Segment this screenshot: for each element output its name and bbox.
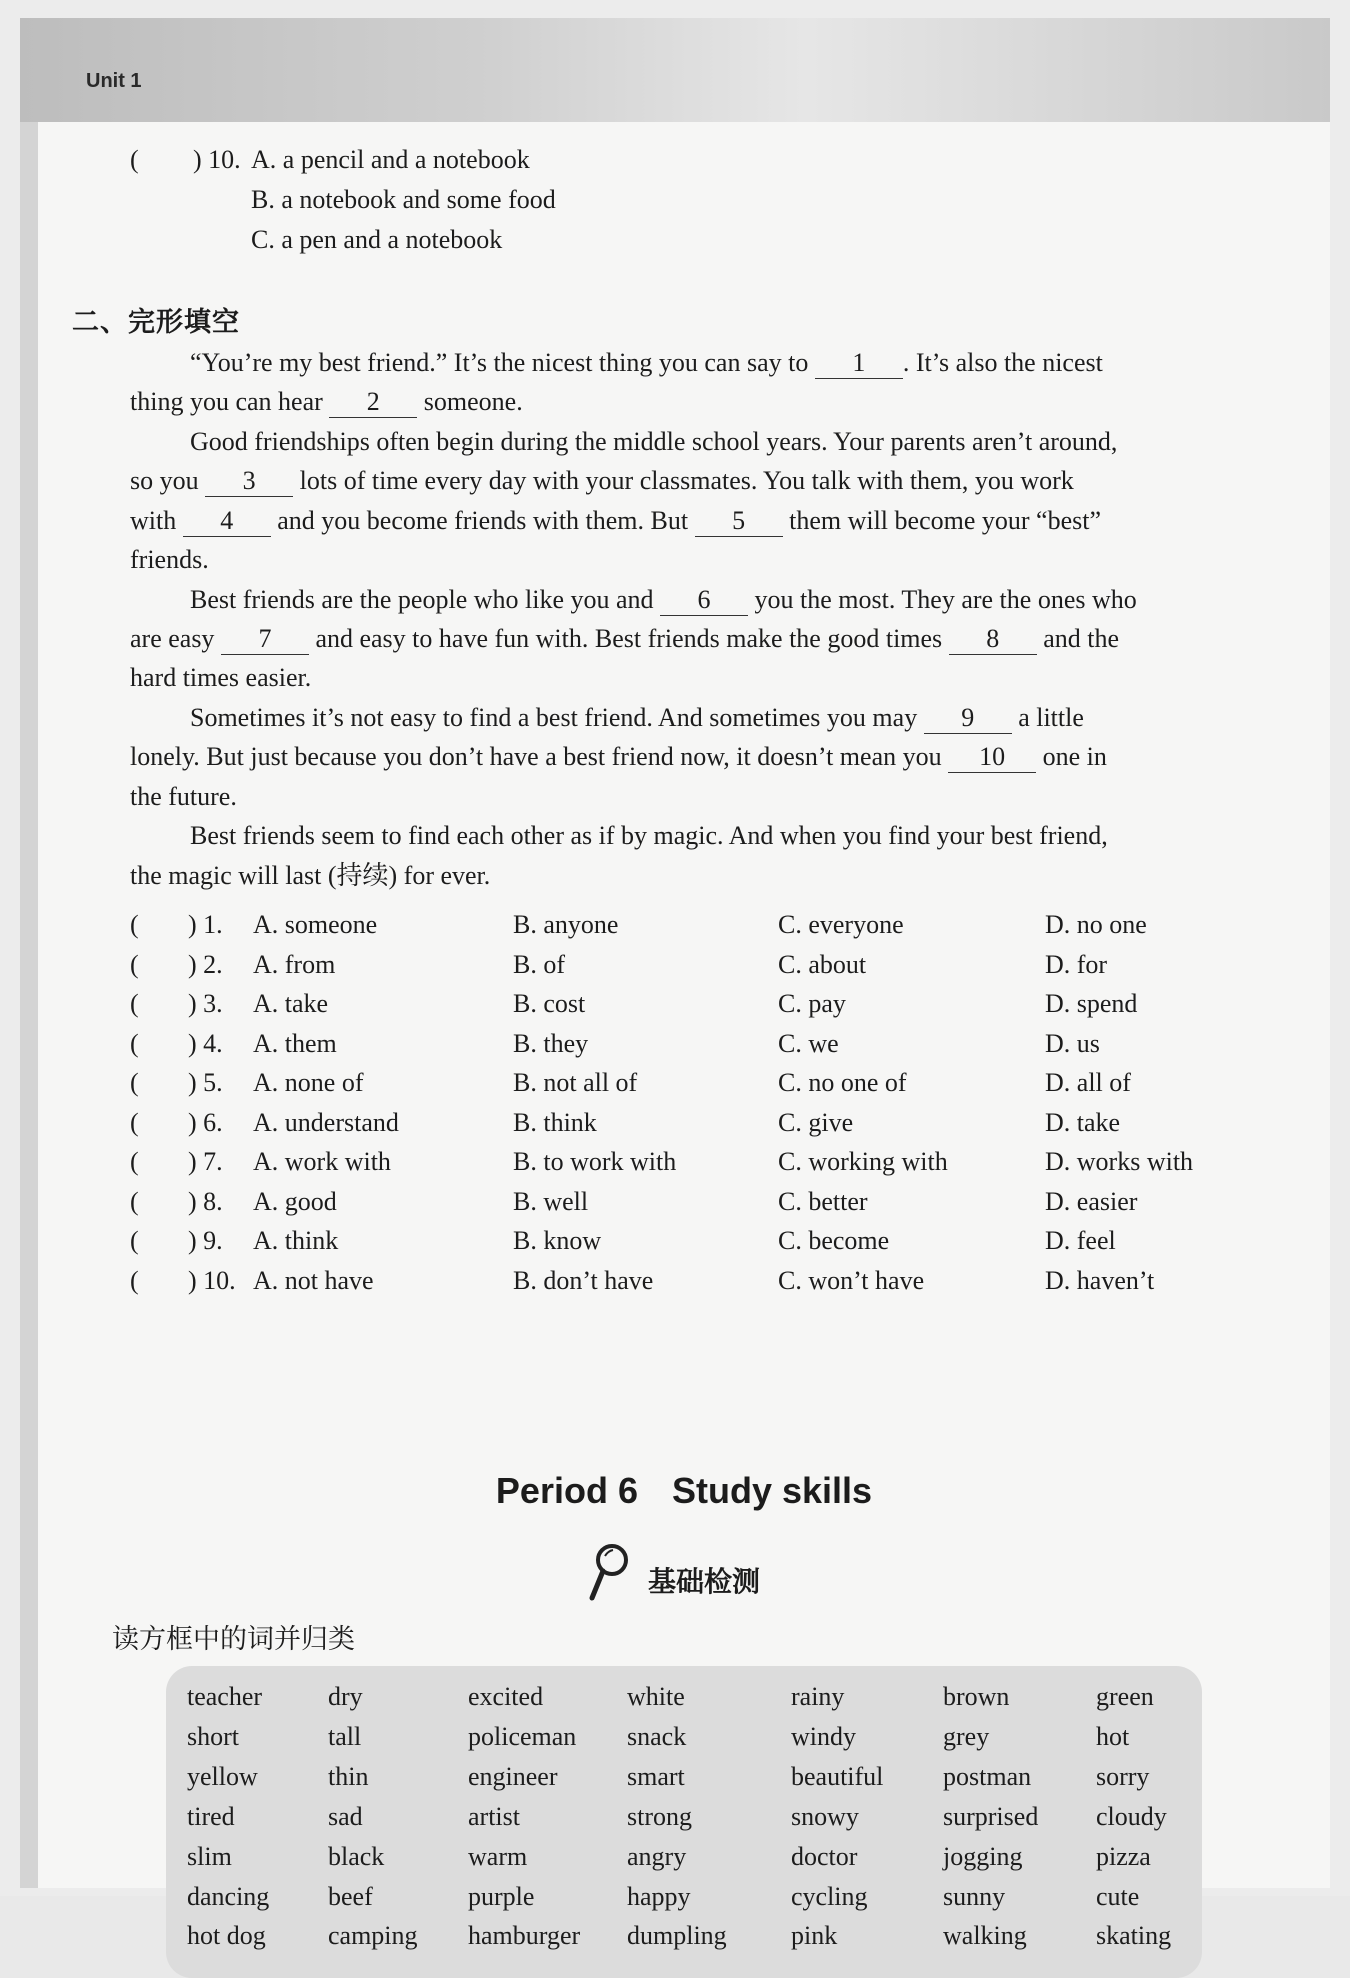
word-item: sunny xyxy=(943,1882,1006,1911)
option-c: C. give xyxy=(778,1107,854,1137)
word-item: excited xyxy=(468,1682,544,1711)
passage-text: so you xyxy=(130,466,199,495)
word-item: teacher xyxy=(187,1682,263,1711)
passage-line xyxy=(130,468,1074,497)
passage-line xyxy=(190,350,1103,379)
option-b: B. well xyxy=(513,1186,589,1216)
option-d: D. for xyxy=(1045,949,1108,979)
passage-text: them will become your “best” xyxy=(789,506,1101,535)
word-item: smart xyxy=(627,1762,685,1791)
word-item: dancing xyxy=(187,1882,270,1911)
option-d: D. easier xyxy=(1045,1186,1138,1216)
option-c: C. working with xyxy=(778,1147,948,1176)
option-b: B. they xyxy=(513,1028,589,1058)
answer-paren[interactable]: ( xyxy=(130,1265,139,1295)
option-c: C. about xyxy=(778,949,867,979)
question-row xyxy=(38,910,1147,948)
word-box xyxy=(166,1666,1202,1978)
word-item: walking xyxy=(943,1921,1027,1950)
word-item: jogging xyxy=(943,1842,1023,1871)
section-title-cloze: 二、完形填空 xyxy=(72,307,240,338)
option-a: A. good xyxy=(253,1186,337,1216)
question-number: ) 7. xyxy=(188,1147,223,1176)
option-d: D. haven’t xyxy=(1045,1265,1155,1295)
unit-label: Unit 1 xyxy=(86,70,142,92)
question-number: ) 3. xyxy=(188,989,223,1018)
word-item: beef xyxy=(328,1882,373,1911)
answer-paren[interactable]: ( xyxy=(130,1186,139,1216)
basic-check-label: 基础检测 xyxy=(648,1565,761,1598)
word-item: hot dog xyxy=(187,1921,266,1950)
passage-text: and you become friends with them. But xyxy=(277,506,689,535)
option-a: A. none of xyxy=(253,1068,364,1097)
passage-line xyxy=(190,587,1137,616)
word-item: tired xyxy=(187,1802,235,1831)
passage-text: are easy xyxy=(130,624,215,653)
word-item: hamburger xyxy=(468,1921,581,1950)
word-item: black xyxy=(328,1842,385,1871)
option-b: B. anyone xyxy=(513,910,619,939)
header-band xyxy=(20,18,1330,128)
word-item: snowy xyxy=(791,1802,859,1831)
answer-paren[interactable]: ( xyxy=(130,949,139,979)
option-c: C. a pen and a notebook xyxy=(251,225,503,254)
word-item: warm xyxy=(468,1842,528,1871)
word-item: purple xyxy=(468,1882,535,1911)
question-number: ) 5. xyxy=(188,1068,223,1097)
blank-5: 5 xyxy=(695,508,783,537)
answer-paren[interactable]: ( xyxy=(130,1068,139,1097)
option-b: B. think xyxy=(513,1107,597,1137)
option-a: A. from xyxy=(253,949,336,979)
word-item: brown xyxy=(943,1682,1010,1711)
magnifier-icon xyxy=(586,1542,632,1602)
word-item: rainy xyxy=(791,1682,845,1711)
passage-text: Sometimes it’s not easy to find a best friend. And sometimes you may xyxy=(190,703,918,732)
passage-line: Good friendships often begin during the middle school years. Your parents aren’t around, xyxy=(190,427,1118,456)
word-item: sorry xyxy=(1096,1762,1150,1791)
answer-paren-open: ( xyxy=(130,145,139,174)
option-a: A. take xyxy=(253,989,329,1018)
word-item: cute xyxy=(1096,1882,1140,1911)
task-title: 读方框中的词并归类 xyxy=(112,1624,355,1655)
word-item: angry xyxy=(627,1842,687,1871)
word-item: thin xyxy=(328,1762,369,1791)
option-c: C. better xyxy=(778,1186,868,1216)
period-subject: Study skills xyxy=(671,1470,873,1511)
word-item: yellow xyxy=(187,1762,258,1791)
basic-check-heading xyxy=(586,1542,761,1602)
word-item: dumpling xyxy=(627,1921,727,1950)
option-c: C. everyone xyxy=(778,910,904,939)
question-row xyxy=(38,1070,1138,1106)
question-row xyxy=(38,1028,1138,1067)
word-item: cloudy xyxy=(1096,1802,1167,1831)
option-d: D. us xyxy=(1045,1028,1100,1058)
passage-line xyxy=(130,508,1101,537)
option-b: B. know xyxy=(513,1226,602,1255)
passage-line: hard times easier. xyxy=(130,663,312,692)
option-d: D. feel xyxy=(1045,1226,1116,1255)
blank-10: 10 xyxy=(948,744,1036,773)
option-c: C. won’t have xyxy=(778,1265,925,1295)
passage-text: you the most. They are the ones who xyxy=(754,585,1137,614)
question-row xyxy=(38,1228,1138,1264)
passage-text: lonely. But just because you don’t have a best friend now, it doesn’t mean you xyxy=(130,742,942,771)
passage-text: and the xyxy=(1043,624,1119,653)
question-number: ) 1. xyxy=(188,910,223,939)
passage-text: . It’s also the nicest xyxy=(902,348,1103,377)
word-item: skating xyxy=(1096,1921,1172,1950)
word-item: pink xyxy=(791,1921,838,1950)
question-number: ) 6. xyxy=(188,1107,223,1137)
blank-4: 4 xyxy=(183,508,271,537)
word-item: policeman xyxy=(468,1722,577,1751)
question-number: ) 4. xyxy=(188,1028,223,1058)
question-row xyxy=(38,1147,1194,1185)
word-item: artist xyxy=(468,1802,520,1831)
word-item: camping xyxy=(328,1921,418,1950)
word-item: windy xyxy=(791,1722,856,1751)
passage-line: the future. xyxy=(130,782,237,811)
passage-text: thing you can hear xyxy=(130,387,323,416)
blank-1: 1 xyxy=(815,350,903,379)
word-item: postman xyxy=(943,1762,1032,1791)
word-item: engineer xyxy=(468,1762,558,1791)
passage-text: one in xyxy=(1042,742,1107,771)
option-b: B. a notebook and some food xyxy=(251,185,556,214)
blank-7: 7 xyxy=(221,626,309,655)
word-item: strong xyxy=(627,1802,692,1831)
word-item: green xyxy=(1096,1682,1154,1711)
question-row xyxy=(38,949,1138,988)
answer-paren[interactable]: ( xyxy=(130,1147,139,1176)
period-number: Period 6 xyxy=(495,1470,638,1511)
passage-text: with xyxy=(130,506,177,535)
passage-line xyxy=(190,705,1084,734)
word-item: pizza xyxy=(1096,1842,1151,1871)
option-b: B. of xyxy=(513,949,565,979)
option-d: D. take xyxy=(1045,1107,1121,1137)
word-item: tall xyxy=(328,1722,362,1751)
passage-text: Best friends are the people who like you and xyxy=(190,585,654,614)
passage-line xyxy=(130,389,523,418)
passage-line: friends. xyxy=(130,545,209,574)
word-item: beautiful xyxy=(791,1762,884,1791)
option-a: A. understand xyxy=(253,1107,399,1137)
passage-text: and easy to have fun with. Best friends make the good times xyxy=(315,624,943,653)
answer-paren[interactable]: ( xyxy=(130,910,139,939)
passage-text: someone. xyxy=(423,387,523,416)
question-row xyxy=(38,1186,1138,1225)
period-title xyxy=(38,1470,1330,1512)
option-c: C. become xyxy=(778,1226,890,1255)
page-edge xyxy=(20,122,38,1888)
word-item: short xyxy=(187,1722,239,1751)
option-b: B. cost xyxy=(513,989,586,1018)
word-item: hot xyxy=(1096,1722,1130,1751)
question-number: ) 9. xyxy=(188,1226,223,1255)
option-a: A. a pencil and a notebook xyxy=(251,145,530,174)
blank-8: 8 xyxy=(949,626,1037,655)
question-row xyxy=(38,1265,1155,1304)
question-row xyxy=(38,1107,1138,1146)
answer-paren[interactable]: ( xyxy=(130,1028,139,1058)
question-row xyxy=(38,991,1138,1027)
passage-line xyxy=(130,626,1119,655)
option-d: D. works with xyxy=(1045,1147,1194,1176)
option-c: C. we xyxy=(778,1028,839,1058)
worksheet-page xyxy=(38,122,1330,1950)
passage-line: Best friends seem to find each other as if by magic. And when you find your best friend, xyxy=(190,821,1108,850)
option-c: C. no one of xyxy=(778,1068,907,1097)
blank-2: 2 xyxy=(329,389,417,418)
option-a: A. them xyxy=(253,1028,337,1058)
question-number: ) 8. xyxy=(188,1186,223,1216)
option-a: A. not have xyxy=(253,1265,374,1295)
word-item: cycling xyxy=(791,1882,868,1911)
option-d: D. no one xyxy=(1045,910,1147,939)
answer-paren[interactable]: ( xyxy=(130,989,139,1018)
option-a: A. someone xyxy=(253,910,378,939)
option-b: B. don’t have xyxy=(513,1265,654,1295)
question-number: ) 2. xyxy=(188,949,223,979)
word-item: slim xyxy=(187,1842,232,1871)
option-d: D. spend xyxy=(1045,989,1138,1018)
word-item: surprised xyxy=(943,1802,1039,1831)
option-a: A. work with xyxy=(253,1147,391,1176)
question-number: ) 10. xyxy=(188,1265,236,1295)
word-item: dry xyxy=(328,1682,363,1711)
answer-paren[interactable]: ( xyxy=(130,1226,139,1255)
question-number: ) 10. xyxy=(193,145,241,174)
passage-text: “You’re my best friend.” It’s the nicest thing you can say to xyxy=(190,348,809,377)
blank-6: 6 xyxy=(660,587,748,616)
word-item: happy xyxy=(627,1882,691,1911)
option-a: A. think xyxy=(253,1226,339,1255)
passage-text: a little xyxy=(1018,703,1084,732)
blank-3: 3 xyxy=(205,468,293,497)
passage-line: the magic will last (持续) for ever. xyxy=(130,861,491,890)
word-item: doctor xyxy=(791,1842,858,1871)
word-item: grey xyxy=(943,1722,990,1751)
passage-text: lots of time every day with your classmates. You talk with them, you work xyxy=(299,466,1074,495)
option-c: C. pay xyxy=(778,989,846,1018)
passage-line xyxy=(130,744,1107,773)
blank-9: 9 xyxy=(924,705,1012,734)
word-item: sad xyxy=(328,1802,363,1831)
answer-paren[interactable]: ( xyxy=(130,1107,139,1137)
option-b: B. to work with xyxy=(513,1147,677,1176)
word-item: snack xyxy=(627,1722,687,1751)
word-item: white xyxy=(627,1682,685,1711)
option-b: B. not all of xyxy=(513,1068,638,1097)
option-d: D. all of xyxy=(1045,1068,1131,1097)
